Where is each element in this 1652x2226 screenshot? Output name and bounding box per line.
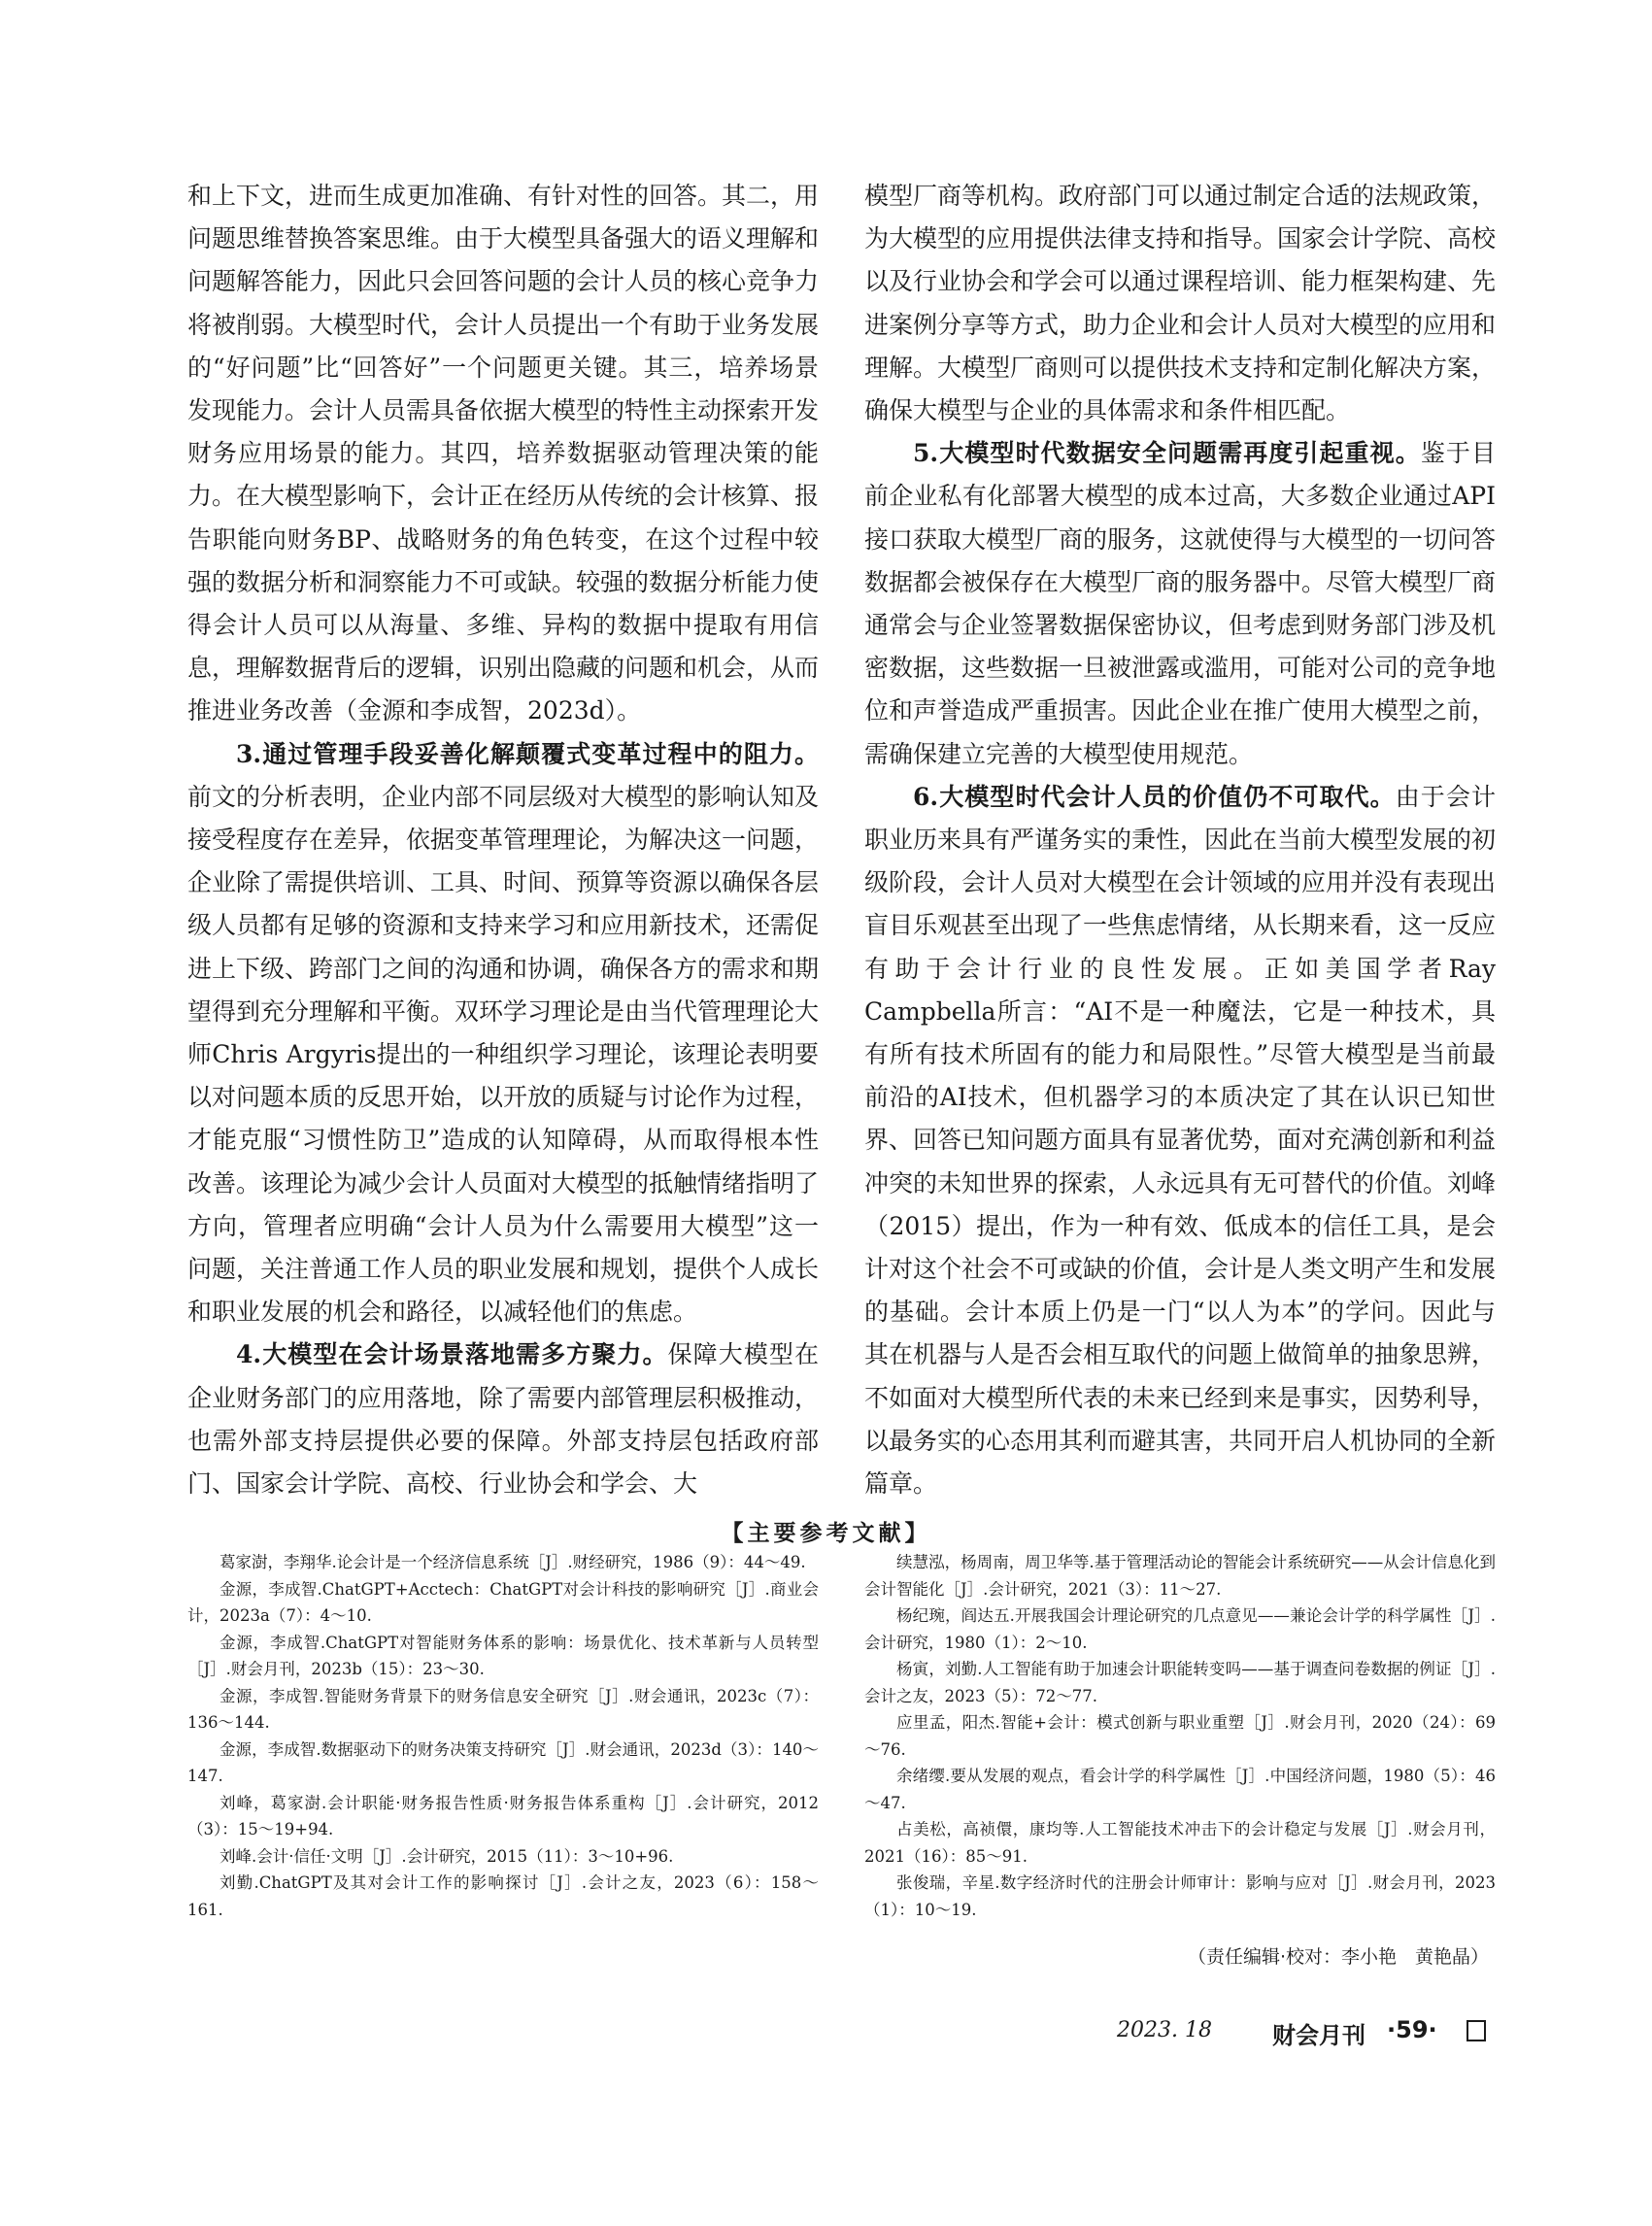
reference-item: 余绪缨.要从发展的观点，看会计学的科学属性［J］.中国经济问题，1980（5）：46～47. [864,1767,1496,1812]
section-heading: 大模型时代会计人员的价值仍不可取代。 [938,782,1396,811]
references-title: 【主要参考文献】 [721,1521,931,1546]
reference-item: 金源，李成智.数据驱动下的财务决策支持研究［J］.财会通讯，2023d（3）：140～147. [187,1739,819,1785]
journal-name: 财会月刊 [1272,2022,1365,2049]
references-right [864,1549,1496,1923]
reference-item: 应里孟，阳杰.智能+会计：模式创新与职业重塑［J］.财会月刊，2020（24）：69～76. [864,1713,1496,1759]
page-number: ·59· [1387,2016,1437,2043]
section-heading: 大模型时代数据安全问题需再度引起重视。 [938,439,1421,468]
reference-item: 金源，李成智.智能财务背景下的财务信息安全研究［J］.财会通讯，2023c（7）：136～144. [187,1686,819,1732]
issue-number: 2023. 18 [1117,2018,1212,2042]
body-paragraph: 模型厂商等机构。政府部门可以通过制定合适的法规政策，为大模型的应用提供法律支持和指导。国家会计学院、高校以及行业协会和学会可以通过课程培训、能力框架构建、先进案例分享等方式，助力企业和会计人员对大模型的应用和理解。大模型厂商则可以提供技术支持和定制化解决方案，确保大模型与企业的具体需求和条件相匹配。 [864,182,1497,425]
reference-item: 葛家澍，李翔华.论会计是一个经济信息系统［J］.财经研究，1986（9）：44～49. [219,1553,806,1571]
reference-item: 刘峰，葛家澍.会计职能·财务报告性质·财务报告体系重构［J］.会计研究，2012（3）：15～19+94. [187,1793,819,1838]
reference-item: 刘峰.会计·信任·文明［J］.会计研究，2015（11）：3～10+96. [219,1846,674,1866]
editor-credit: （责任编辑·校对：李小艳 黄艳晶） [1187,1946,1489,1968]
section-body: 鉴于目前企业私有化部署大模型的成本过高，大多数企业通过API接口获取大模型厂商的服务，这就使得与大模型的一切问答数据都会被保存在大模型厂商的服务器中。尽管大模型厂商通常会与企业签署数据保密协议，但考虑到财务部门涉及机密数据，这些数据一旦被泄露或滥用，可能对公司的竞争地位和声誉造成严重损害。因此企业在推广使用大模型之前，需确保建立完善的大模型使用规范。 [864,439,1497,768]
square-box-icon [1467,2020,1486,2041]
section-body: 由于会计职业历来具有严谨务实的秉性，因此在当前大模型发展的初级阶段，会计人员对大模型在会计领域的应用并没有表现出盲目乐观甚至出现了一些焦虑情绪，从长期来看，这一反应有助于会计行业的良性发展。正如美国学者Ray Campbella所言：“AI不是一种魔法，它是一种技术，具有所有技术所固有的能力和局限性。”尽管大模型是当前最前沿的AI技术，但机器学习的本质决定了其在认识已知世界、回答已知问题方面具有显著优势，面对充满创新和利益冲突的未知世界的探索，人永远具有无可替代的价值。刘峰（2015）提出，作为一种有效、低成本的信任工具，是会计对这个社会不可或缺的价值，会计是人类文明产生和发展的基础。会计本质上仍是一门“以人为本”的学问。因此与其在机器与人是否会相互取代的问题上做简单的抽象思辨，不如面对大模型所代表的未来已经到来是事实，因势利导，以最务实的心态用其利而避其害，共同开启人机协同的全新篇章。 [864,782,1497,1499]
section-number: 5. [913,439,939,468]
reference-item: 杨纪琬，阎达五.开展我国会计理论研究的几点意见——兼论会计学的科学属性［J］.会计研究，1980（1）：2～10. [864,1606,1496,1652]
reference-item: 金源，李成智.ChatGPT+Acctech：ChatGPT对会计科技的影响研究［J］.商业会计，2023a（7）：4～10. [187,1579,819,1625]
section-number: 6. [913,782,939,811]
body-paragraph: 和上下文，进而生成更加准确、有针对性的回答。其二，用问题思维替换答案思维。由于大模型具备强大的语义理解和问题解答能力，因此只会回答问题的会计人员的核心竞争力将被削弱。大模型时代，会计人员提出一个有助于业务发展的“好问题”比“回答好”一个问题更关键。其三，培养场景发现能力。会计人员需具备依据大模型的特性主动探索开发财务应用场景的能力。其四，培养数据驱动管理决策的能力。在大模型影响下，会计正在经历从传统的会计核算、报告职能向财务BP、战略财务的角色转变，在这个过程中较强的数据分析和洞察能力不可或缺。较强的数据分析能力使得会计人员可以从海量、多维、异构的数据中提取有用信息，理解数据背后的逻辑，识别出隐藏的问题和机会，从而推进业务改善（金源和李成智，2023d）。 [187,182,820,725]
section-3 [187,733,819,1334]
reference-item: 占美松，高祯儇，康均等.人工智能技术冲击下的会计稳定与发展［J］.财会月刊，2021（16）：85～91. [864,1820,1496,1866]
reference-item: 杨寅，刘勤.人工智能有助于加速会计职能转变吗——基于调查问卷数据的例证［J］.会计之友，2023（5）：72～77. [864,1660,1496,1705]
right-column [864,175,1496,1505]
section-number: 3. [236,739,262,768]
reference-item: 金源，李成智.ChatGPT对智能财务体系的影响：场景优化、技术革新与人员转型［J］.财会月刊，2023b（15）：23～30. [187,1633,819,1678]
section-6 [864,776,1496,1505]
page-footer [0,2018,1652,2057]
section-heading: 大模型在会计场景落地需多方聚力。 [261,1340,668,1369]
reference-item: 张俊瑞，辛星.数字经济时代的注册会计师审计：影响与应对［J］.财会月刊，2023（1）：10～19. [864,1873,1496,1919]
left-column [187,175,819,1505]
reference-item: 续慧泓，杨周南，周卫华等.基于管理活动论的智能会计系统研究——从会计信息化到会计智能化［J］.会计研究，2021（3）：11～27. [864,1553,1496,1599]
references-left [187,1549,819,1923]
section-heading: 通过管理手段妥善化解颠覆式变革过程中的阻力。 [261,739,819,768]
section-4 [187,1333,819,1505]
section-body: 保障大模型在企业财务部门的应用落地，除了需要内部管理层积极推动，也需外部支持层提供必要的保障。外部支持层包括政府部门、国家会计学院、高校、行业协会和学会、大 [187,1340,820,1499]
section-number: 4. [236,1340,262,1369]
section-5 [864,432,1496,776]
reference-item: 刘勤.ChatGPT及其对会计工作的影响探讨［J］.会计之友，2023（6）：158～161. [187,1873,819,1919]
section-body: 前文的分析表明，企业内部不同层级对大模型的影响认知及接受程度存在差异，依据变革管理理论，为解决这一问题，企业除了需提供培训、工具、时间、预算等资源以确保各层级人员都有足够的资源和支持来学习和应用新技术，还需促进上下级、跨部门之间的沟通和协调，确保各方的需求和期望得到充分理解和平衡。双环学习理论是由当代管理理论大师Chris Argyris提出的一种组织学习理论，该理论表明要以对问题本质的反思开始，以开放的质疑与讨论作为过程，才能克服“习惯性防卫”造成的认知障碍，从而取得根本性改善。该理论为减少会计人员面对大模型的抵触情绪指明了方向，管理者应明确“会计人员为什么需要用大模型”这一问题，关注普通工作人员的职业发展和规划，提供个人成长和职业发展的机会和路径，以减轻他们的焦虑。 [187,782,820,1327]
